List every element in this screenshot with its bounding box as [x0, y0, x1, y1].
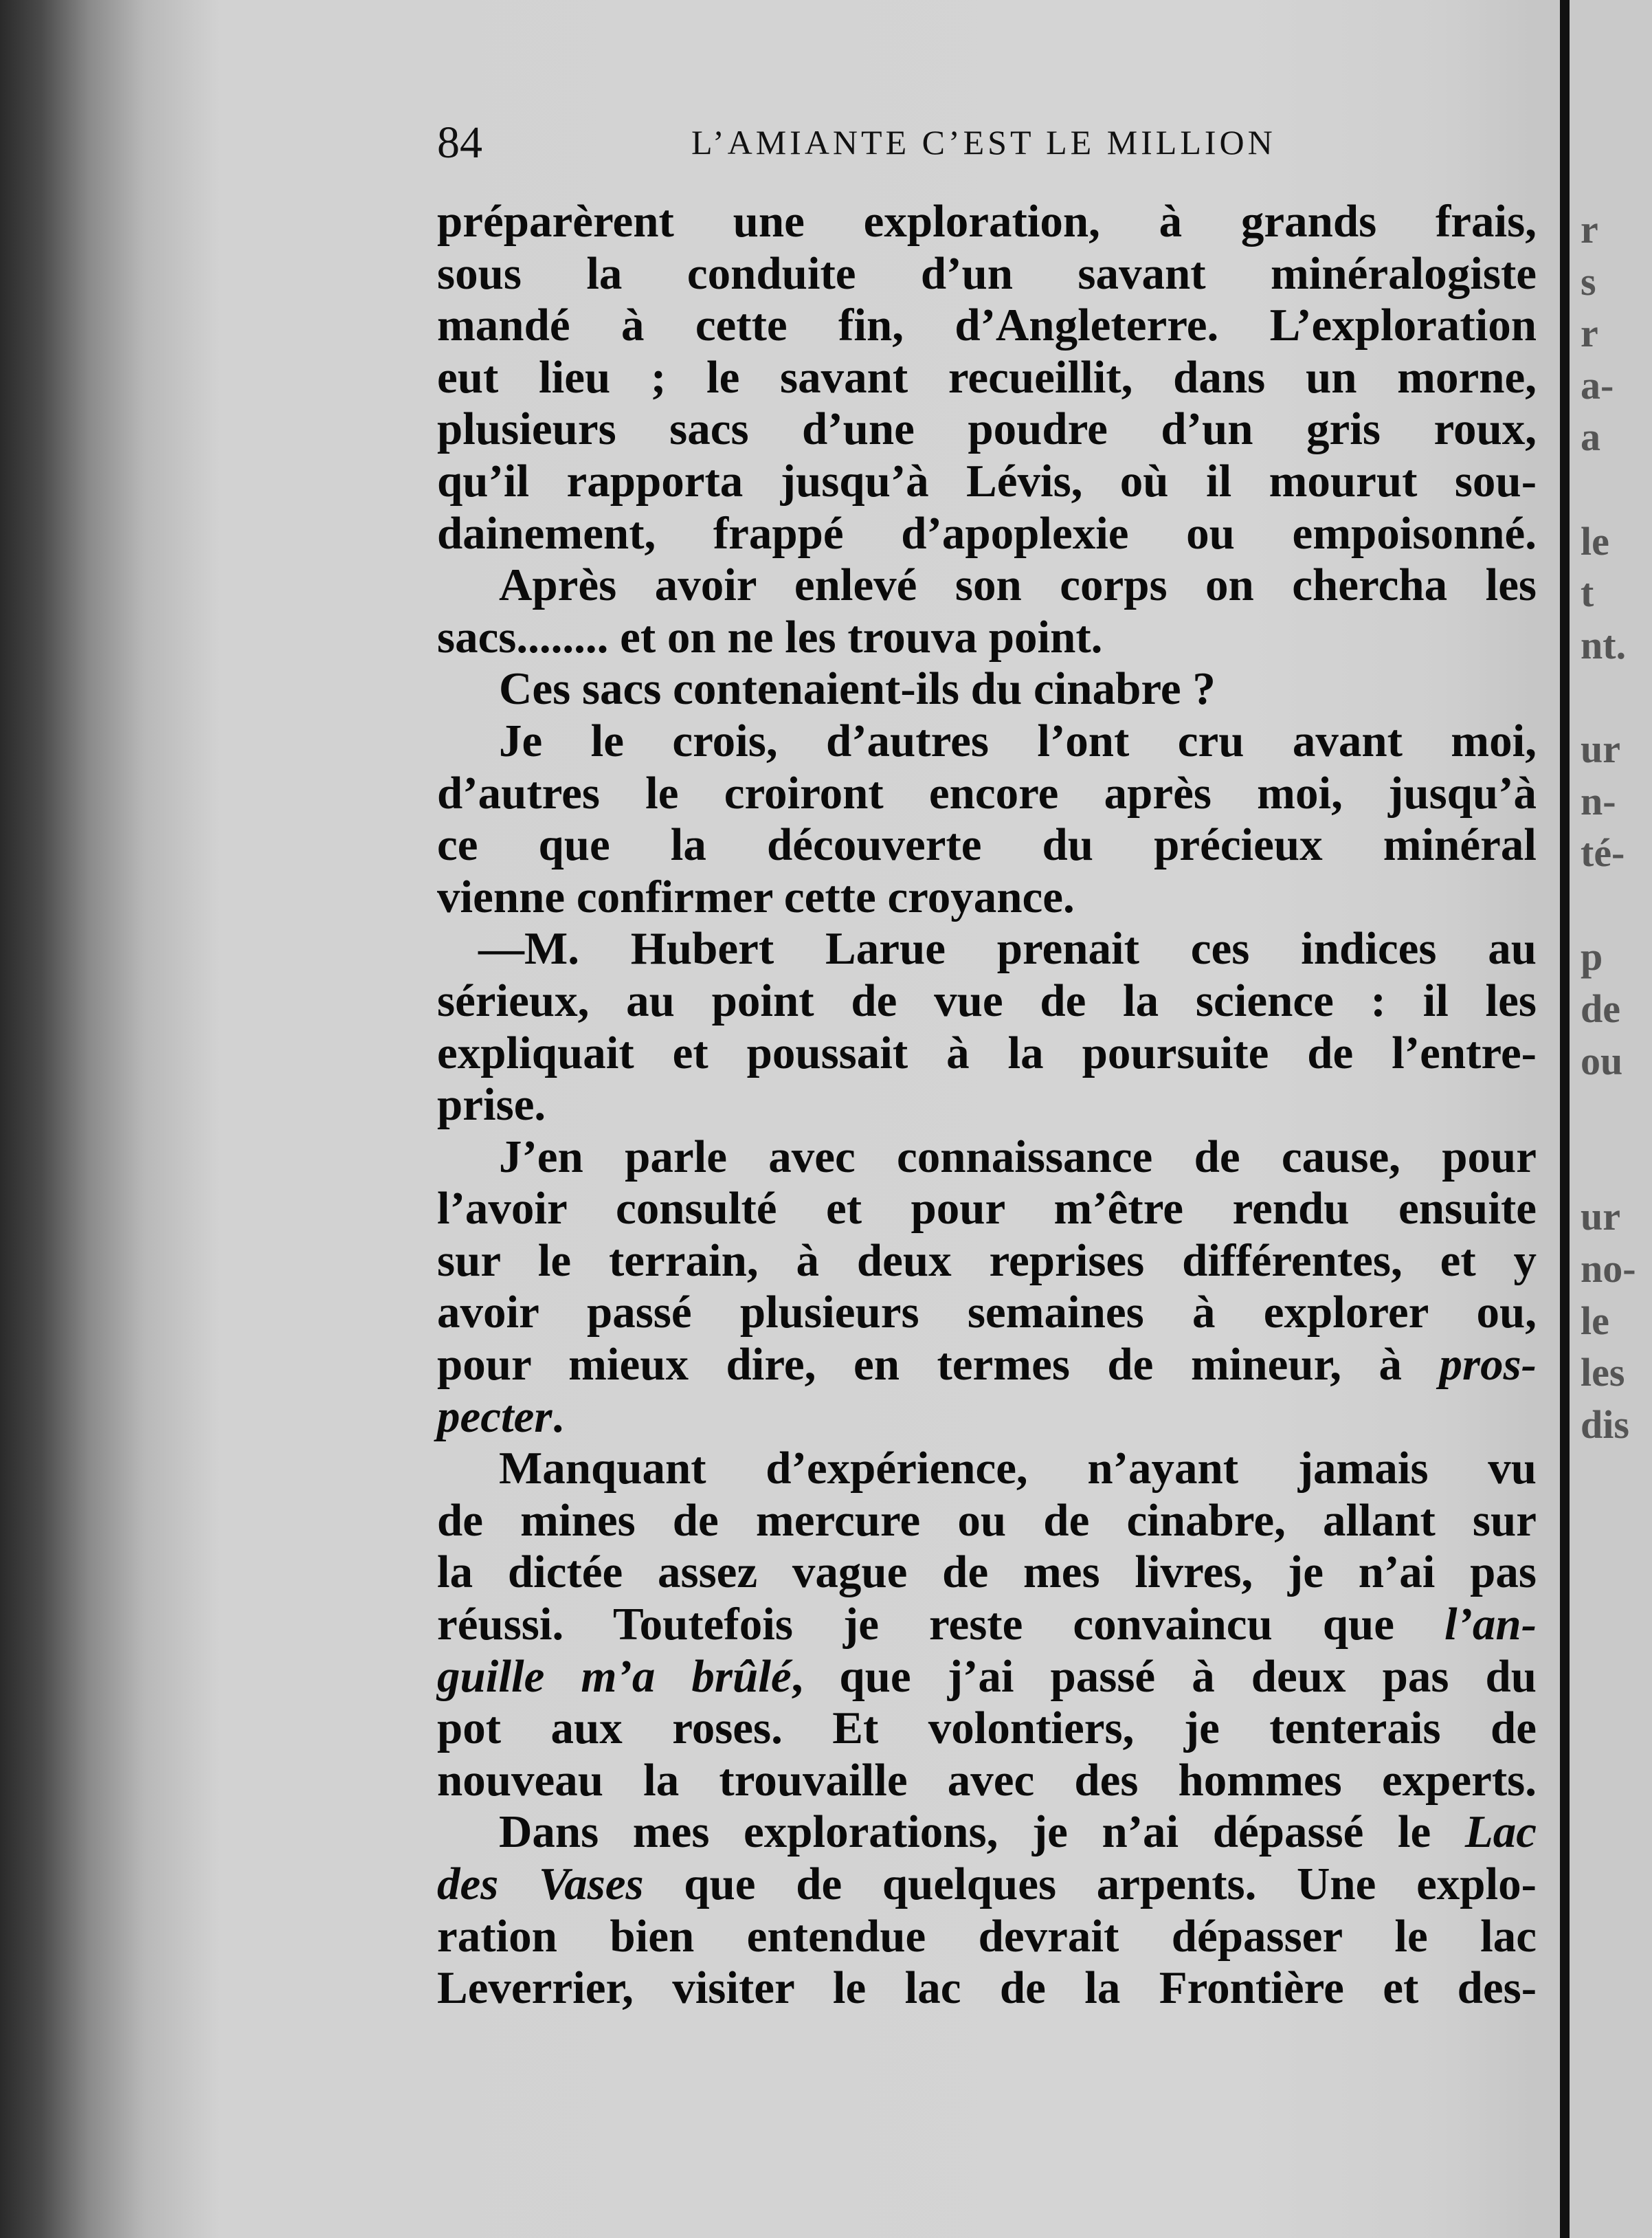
facing-page-fragment: a: [1581, 414, 1600, 460]
text-line: [437, 612, 1537, 664]
text-line: [437, 819, 1537, 872]
text-line: [437, 1599, 1537, 1651]
text-line: [437, 923, 1537, 975]
line-text: de mines de mercure ou de cinabre, allant sur: [437, 1494, 1537, 1546]
facing-page-fragment: ur: [1581, 727, 1620, 771]
body-text: [437, 196, 1537, 2015]
page-edge-shadow: [1560, 0, 1570, 2238]
text-line: [437, 1391, 1537, 1443]
line-text-after: .: [552, 1391, 564, 1442]
text-line: [437, 1287, 1537, 1339]
text-line: [437, 1131, 1537, 1184]
facing-page-fragment: t: [1581, 570, 1594, 616]
line-text-after: , que j’ai passé à deux pas du: [791, 1650, 1537, 1702]
text-line: [437, 1703, 1537, 1755]
text-line: [437, 300, 1537, 352]
facing-page-fragment: les: [1581, 1350, 1625, 1395]
facing-page-fragment: s: [1581, 258, 1596, 304]
text-line: [437, 1079, 1537, 1131]
line-text: dainement, frappé d’apoplexie ou empoisonné.: [437, 507, 1537, 559]
line-text: expliquait et poussait à la poursuite de l’entre-: [437, 1027, 1537, 1078]
line-text: Après avoir enlevé son corps on chercha les: [499, 560, 1537, 611]
italic-text: pecter: [437, 1391, 552, 1442]
line-text: J’en parle avec connaissance de cause, pour: [499, 1131, 1537, 1182]
line-text: —M. Hubert Larue prenait ces indices au: [478, 923, 1537, 975]
line-text: sérieux, au point de vue de la science : il les: [437, 975, 1537, 1026]
line-text: avoir passé plusieurs semaines à explorer ou,: [437, 1287, 1537, 1338]
text-line: [437, 768, 1537, 820]
text-line: [437, 1651, 1537, 1703]
text-line: [437, 352, 1537, 404]
line-text: la dictée assez vague de mes livres, je n’ai pas: [437, 1547, 1537, 1598]
line-text: préparèrent une exploration, à grands frais,: [437, 196, 1537, 247]
text-line: [437, 1339, 1537, 1391]
text-line: [437, 248, 1537, 300]
line-text: prise.: [437, 1079, 546, 1131]
text-line: [437, 663, 1537, 716]
italic-text: Lac: [1464, 1806, 1537, 1858]
facing-page-fragment: nt.: [1581, 622, 1627, 667]
facing-page-fragment: té-: [1581, 830, 1625, 876]
text-line: [437, 456, 1537, 508]
line-text: qu’il rapporta jusqu’à Lévis, où il mourut sou-: [437, 455, 1537, 507]
text-line: [437, 1962, 1537, 2015]
facing-page-fragment: no-: [1581, 1246, 1636, 1291]
line-text: pot aux roses. Et volontiers, je tenterais de: [437, 1703, 1537, 1754]
italic-text: guille m’a brûlé: [437, 1650, 792, 1702]
text-line: [437, 1806, 1537, 1859]
facing-page-fragment: le: [1581, 518, 1609, 564]
facing-page-fragment: r: [1581, 207, 1598, 252]
page-header: [437, 117, 1537, 172]
line-text-after: que de quelques arpents. Une explo-: [643, 1859, 1537, 1909]
line-text: Manquant d’expérience, n’ayant jamais vu: [499, 1443, 1537, 1494]
text-line: [437, 975, 1537, 1028]
facing-page-fragment: n-: [1581, 778, 1616, 823]
facing-page-fragment: ur: [1581, 1194, 1620, 1239]
line-text: Je le crois, d’autres l’ont cru avant moi,: [499, 715, 1537, 766]
text-line: [437, 1755, 1537, 1807]
text-line: [437, 1183, 1537, 1235]
facing-page-fragment: dis: [1581, 1401, 1629, 1447]
text-line: [437, 1547, 1537, 1599]
line-text: sur le terrain, à deux reprises différentes, et y: [437, 1234, 1537, 1286]
text-line: [437, 403, 1537, 456]
page-number: 84: [437, 118, 482, 168]
italic-text: l’an-: [1444, 1599, 1537, 1650]
text-line: [437, 872, 1537, 924]
text-line: [437, 1495, 1537, 1547]
text-line: [437, 1443, 1537, 1495]
text-line: [437, 508, 1537, 560]
line-text: Dans mes explorations, je n’ai dépassé le: [499, 1806, 1465, 1858]
facing-page-edge: [1570, 0, 1652, 2238]
line-text: ce que la découverte du précieux minéral: [437, 819, 1537, 871]
line-text: pour mieux dire, en termes de mineur, à: [437, 1339, 1440, 1391]
italic-text: des Vases: [437, 1859, 644, 1909]
line-text: réussi. Toutefois je reste convaincu que: [437, 1599, 1444, 1650]
text-line: [437, 716, 1537, 768]
line-text: vienne confirmer cette croyance.: [437, 871, 1075, 922]
line-text: sous la conduite d’un savant minéralogiste: [437, 247, 1537, 299]
facing-page-fragment: de: [1581, 986, 1620, 1031]
text-line: [437, 560, 1537, 612]
running-head: L’AMIANTE C’EST LE MILLION: [691, 123, 1276, 162]
text-line: [437, 1911, 1537, 1963]
text-line: [437, 1028, 1537, 1080]
line-text: nouveau la trouvaille avec des hommes experts.: [437, 1754, 1537, 1806]
facing-page-fragment: ou: [1581, 1038, 1623, 1083]
line-text: Ces sacs contenaient-ils du cinabre ?: [499, 663, 1216, 715]
line-text: eut lieu ; le savant recueillit, dans un morne,: [437, 351, 1537, 403]
facing-page-fragment: p: [1581, 934, 1603, 979]
line-text: sacs........ et on ne les trouva point.: [437, 611, 1103, 663]
facing-page-fragment: le: [1581, 1298, 1609, 1343]
line-text: ration bien entendue devrait dépasser le lac: [437, 1910, 1537, 1962]
line-text: Leverrier, visiter le lac de la Frontière et des-: [437, 1962, 1537, 2014]
text-line: [437, 1235, 1537, 1287]
line-text: d’autres le croiront encore après moi, jusqu’à: [437, 767, 1537, 819]
facing-page-fragment: a-: [1581, 362, 1614, 408]
text-line: [437, 1859, 1537, 1911]
line-text: mandé à cette fin, d’Angleterre. L’exploration: [437, 300, 1537, 351]
facing-page-fragment: r: [1581, 311, 1598, 356]
line-text: plusieurs sacs d’une poudre d’un gris roux,: [437, 403, 1537, 455]
text-line: [437, 196, 1537, 248]
line-text: l’avoir consulté et pour m’être rendu ensuite: [437, 1183, 1537, 1234]
italic-text: pros-: [1439, 1339, 1537, 1391]
